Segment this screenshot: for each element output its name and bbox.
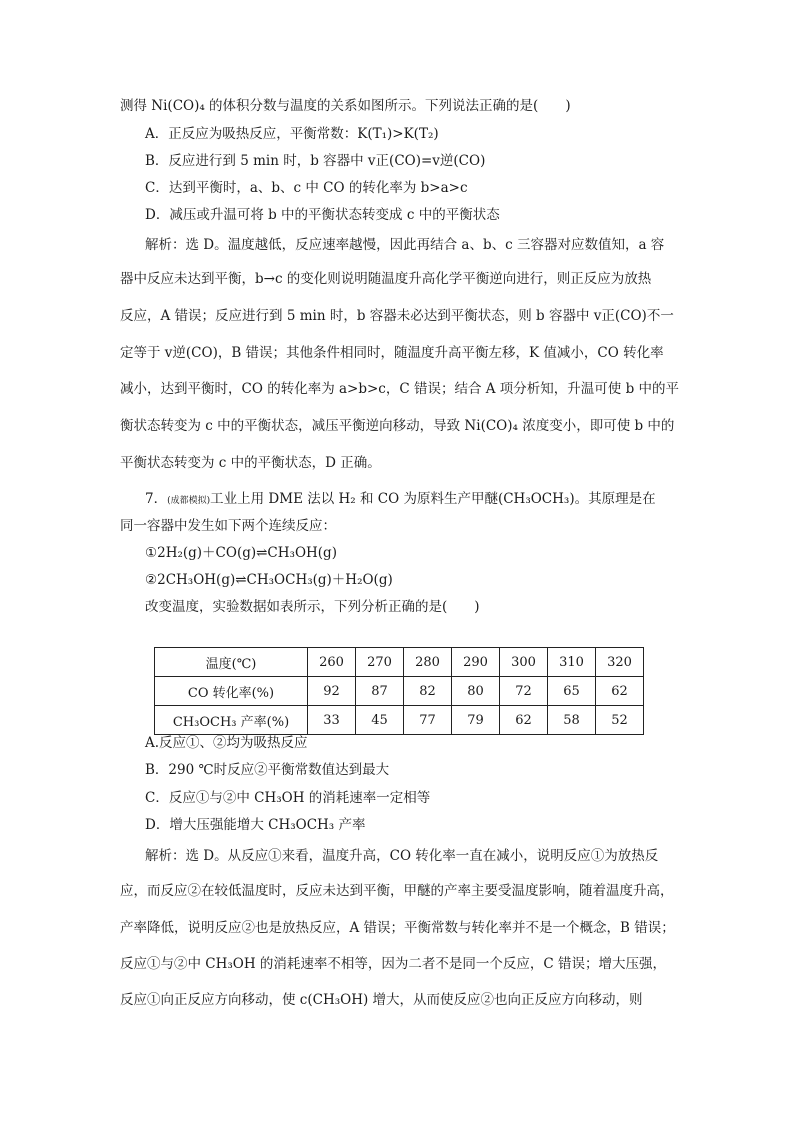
table-row (155, 677, 644, 706)
table-cell: 310 (548, 648, 596, 677)
q6-option-c: C．达到平衡时，a、b、c 中 CO 的转化率为 b>a>c (145, 180, 468, 196)
table-cell: 80 (452, 677, 500, 706)
q6-analysis-line: 器中反应未达到平衡，b→c 的变化则说明随温度升高化学平衡逆向进行，则正反应为放热 (120, 271, 652, 287)
table-row (155, 648, 644, 677)
table-cell: 270 (356, 648, 404, 677)
data-table (154, 647, 644, 735)
table-cell: 33 (308, 706, 356, 735)
q7-stem-line3: 改变温度，实验数据如表所示，下列分析正确的是( ) (145, 599, 480, 615)
table-cell: 260 (308, 648, 356, 677)
q6-analysis-line: 解析：选 D。温度越低，反应速率越慢，因此再结合 a、b、c 三容器对应数值知，a 容 (145, 237, 665, 253)
q7-analysis-line: 应，而反应②在较低温度时，反应未达到平衡，甲醚的产率主要受温度影响，随着温度升高， (120, 883, 674, 899)
q7-reaction-1: ①2H₂(g)＋CO(g)⇌CH₃OH(g) (145, 545, 337, 561)
table-cell: 77 (404, 706, 452, 735)
table-cell: 300 (500, 648, 548, 677)
q7-option-b: B．290 ℃时反应②平衡常数值达到最大 (145, 762, 390, 778)
table-header-cell: CO 转化率(%) (155, 677, 308, 706)
table-header-cell: CH₃OCH₃ 产率(%) (155, 706, 308, 735)
question-source: (成都模拟) (167, 496, 211, 506)
table-cell: 320 (596, 648, 644, 677)
table-cell: 82 (404, 677, 452, 706)
q6-analysis-line: 平衡状态转变为 c 中的平衡状态，D 正确。 (120, 455, 381, 471)
q7-option-d: D．增大压强能增大 CH₃OCH₃ 产率 (145, 817, 366, 833)
q7-analysis-line: 产率降低，说明反应②也是放热反应，A 错误；平衡常数与转化率并不是一个概念，B 错误； (120, 920, 675, 936)
table-cell: 290 (452, 648, 500, 677)
q7-stem-line2: 同一容器中发生如下两个连续反应： (120, 518, 336, 534)
table-cell: 58 (548, 706, 596, 735)
q6-option-b: B．反应进行到 5 min 时，b 容器中 v正(CO)=v逆(CO) (145, 153, 486, 169)
q6-analysis-line: 衡状态转变为 c 中的平衡状态，减压平衡逆向移动，导致 Ni(CO)₄ 浓度变小，即可使 b 中的 (120, 418, 675, 434)
q7-option-a: A.反应①、②均为吸热反应 (145, 735, 308, 751)
table-header-cell: 温度(℃) (155, 648, 308, 677)
q7-analysis-line: 反应①与②中 CH₃OH 的消耗速率不相等，因为二者不是同一个反应，C 错误；增大压强， (120, 956, 667, 972)
q6-option-d: D．减压或升温可将 b 中的平衡状态转变成 c 中的平衡状态 (145, 207, 500, 223)
q6-analysis-line: 反应，A 错误；反应进行到 5 min 时，b 容器未必达到平衡状态，则 b 容器中 v正(CO)不一 (120, 308, 674, 324)
table-cell: 65 (548, 677, 596, 706)
q6-option-a: A．正反应为吸热反应，平衡常数：K(T₁)>K(T₂) (145, 126, 439, 142)
q6-stem: 测得 Ni(CO)₄ 的体积分数与温度的关系如图所示。下列说法正确的是( ) (120, 98, 571, 114)
question-number: 7． (145, 491, 168, 507)
table-cell: 79 (452, 706, 500, 735)
q7-stem-line1 (145, 489, 656, 511)
table-cell: 62 (500, 706, 548, 735)
table-cell: 72 (500, 677, 548, 706)
q6-analysis-line: 定等于 v逆(CO)，B 错误；其他条件相同时，随温度升高平衡左移，K 值减小，CO 转化率 (120, 345, 664, 361)
q7-analysis-line: 反应①向正反应方向移动，使 c(CH₃OH) 增大，从而使反应②也向正反应方向移动，则 (120, 992, 643, 1008)
q7-reaction-2: ②2CH₃OH(g)⇌CH₃OCH₃(g)＋H₂O(g) (145, 572, 393, 588)
q7-analysis-line: 解析：选 D。从反应①来看，温度升高，CO 转化率一直在减小，说明反应①为放热反 (145, 848, 659, 864)
table-cell: 45 (356, 706, 404, 735)
question-stem: 工业上用 DME 法以 H₂ 和 CO 为原料生产甲醚(CH₃OCH₃)。其原理是在 (210, 491, 656, 507)
table-row (155, 706, 644, 735)
table-cell: 87 (356, 677, 404, 706)
table-cell: 62 (596, 677, 644, 706)
q6-analysis-line: 减小，达到平衡时，CO 的转化率为 a>b>c，C 错误；结合 A 项分析知，升温可使 b 中的平 (120, 381, 680, 397)
q7-option-c: C．反应①与②中 CH₃OH 的消耗速率一定相等 (145, 790, 431, 806)
table-cell: 92 (308, 677, 356, 706)
table-cell: 52 (596, 706, 644, 735)
table-cell: 280 (404, 648, 452, 677)
